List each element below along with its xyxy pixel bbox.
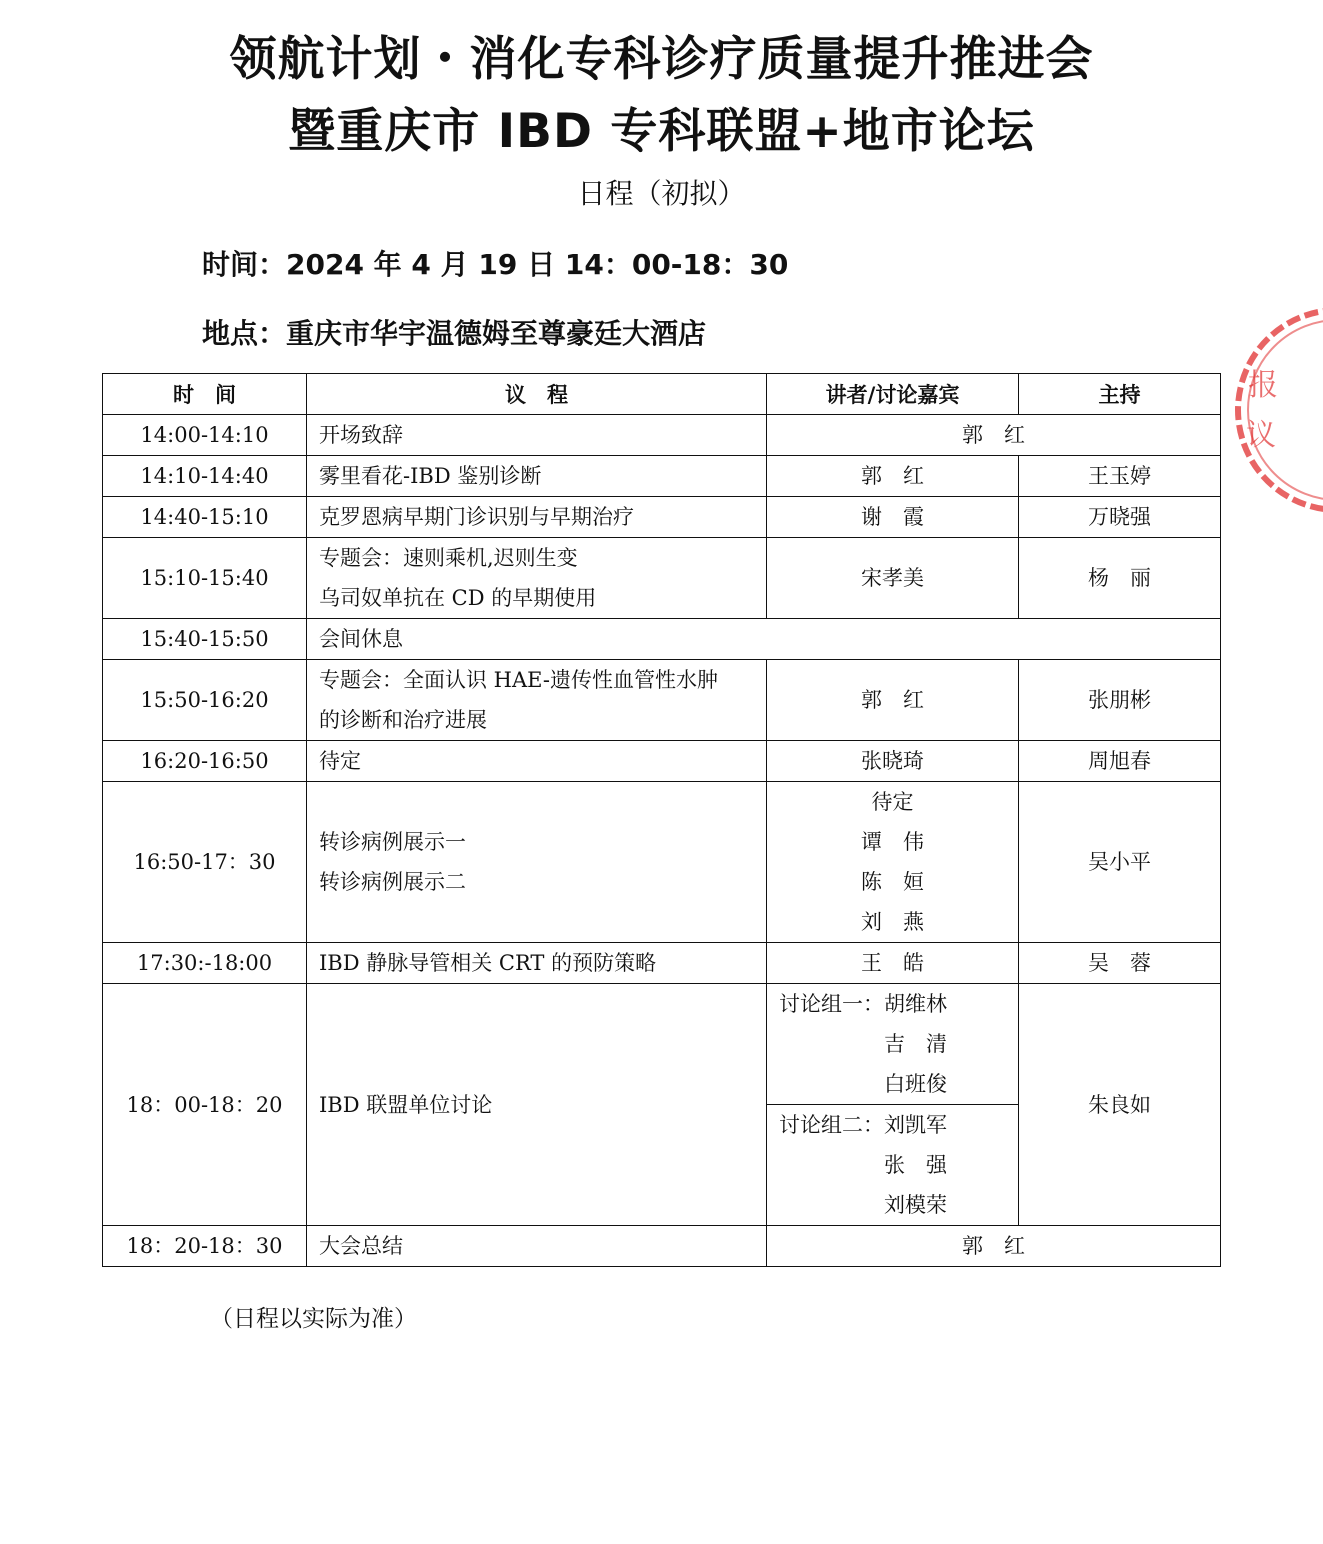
agenda-line: 专题会：全面认识 HAE-遗传性血管性水肿 [319, 668, 718, 692]
table-row [103, 415, 1221, 456]
svg-text:议: 议 [1246, 418, 1276, 453]
row-agenda [307, 497, 767, 538]
agenda-line: 会间休息 [319, 627, 403, 651]
table-row [103, 943, 1221, 984]
header-agenda: 议 程 [307, 374, 767, 415]
group-member: 讨论组二：刘凯军 [779, 1113, 947, 1137]
header-speaker: 讲者/讨论嘉宾 [767, 374, 1019, 415]
speaker-name: 郭 红 [861, 688, 924, 712]
agenda-line: IBD 联盟单位讨论 [319, 1092, 493, 1117]
official-seal-stamp [1228, 300, 1323, 520]
schedule-table [102, 373, 1221, 1267]
row-agenda [307, 782, 767, 943]
row-host: 杨 丽 [1019, 538, 1221, 619]
row-host: 万晓强 [1019, 497, 1221, 538]
speaker-name: 谢 霞 [861, 505, 924, 529]
row-speaker [767, 538, 1019, 619]
row-time: 15:10-15:40 [103, 538, 307, 619]
row-time: 18：20-18：30 [103, 1226, 307, 1267]
group-member: 张 强 [779, 1153, 947, 1177]
row-time: 18：00-18：20 [103, 984, 307, 1226]
agenda-line: IBD 静脉导管相关 CRT 的预防策略 [319, 951, 657, 975]
row-speaker [767, 943, 1019, 984]
agenda-line: 转诊病例展示一 [319, 830, 466, 854]
table-row [103, 1226, 1221, 1267]
row-host: 王玉婷 [1019, 456, 1221, 497]
row-agenda [307, 538, 767, 619]
table-row [103, 782, 1221, 943]
row-time: 15:40-15:50 [103, 619, 307, 660]
discussion-group-1 [767, 984, 1019, 1105]
row-host: 周旭春 [1019, 741, 1221, 782]
agenda-line: 开场致辞 [319, 423, 403, 447]
row-agenda [307, 741, 767, 782]
row-agenda [307, 619, 1221, 660]
agenda-line: 的诊断和治疗进展 [319, 708, 487, 732]
document-subtitle-line: 暨重庆市 IBD 专科联盟+地市论坛 [288, 104, 1035, 159]
agenda-line: 转诊病例展示二 [319, 870, 466, 894]
schedule-subtitle: 日程（初拟） [577, 177, 746, 210]
speaker-name: 王 皓 [861, 951, 924, 975]
row-speaker [767, 782, 1019, 943]
table-header-row [103, 374, 1221, 415]
footnote: （日程以实际为准） [210, 1306, 417, 1332]
row-time: 15:50-16:20 [103, 660, 307, 741]
row-host: 吴 蓉 [1019, 943, 1221, 984]
table-row [103, 497, 1221, 538]
table-row [103, 619, 1221, 660]
agenda-line: 雾里看花-IBD 鉴别诊断 [319, 464, 542, 488]
header-host: 主持 [1019, 374, 1221, 415]
row-time: 16:20-16:50 [103, 741, 307, 782]
group-member: 白班俊 [779, 1072, 947, 1096]
agenda-line: 待定 [319, 749, 361, 773]
speaker-name: 待定 [871, 790, 914, 814]
row-agenda [307, 415, 767, 456]
row-speaker-host: 郭 红 [767, 415, 1221, 456]
row-speaker-host: 郭 红 [767, 1226, 1221, 1267]
svg-text:报: 报 [1248, 368, 1278, 403]
row-time: 17:30:-18:00 [103, 943, 307, 984]
agenda-line: 大会总结 [319, 1234, 403, 1258]
group-member: 吉 清 [779, 1032, 947, 1056]
event-time: 时间：2024 年 4 月 19 日 14：00-18：30 [202, 248, 789, 281]
row-speaker [767, 497, 1019, 538]
row-agenda [307, 660, 767, 741]
document-title: 领航计划・消化专科诊疗质量提升推进会 [229, 32, 1094, 87]
group-member: 讨论组一：胡维林 [779, 992, 947, 1016]
row-host: 张朋彬 [1019, 660, 1221, 741]
speaker-name: 张晓琦 [861, 749, 924, 773]
schedule-body [103, 415, 1221, 1267]
table-row [103, 456, 1221, 497]
discussion-group-2 [767, 1105, 1019, 1226]
header-time: 时 间 [103, 374, 307, 415]
table-row [103, 741, 1221, 782]
row-time: 14:40-15:10 [103, 497, 307, 538]
speaker-name: 陈 姮 [861, 870, 924, 894]
row-agenda [307, 984, 767, 1226]
group-member: 刘模荣 [779, 1193, 947, 1217]
row-time: 14:00-14:10 [103, 415, 307, 456]
speaker-name: 谭 伟 [861, 830, 924, 854]
agenda-line: 克罗恩病早期门诊识别与早期治疗 [319, 505, 634, 529]
speaker-name: 郭 红 [861, 464, 924, 488]
row-agenda [307, 1226, 767, 1267]
speaker-name: 刘 燕 [861, 910, 924, 934]
agenda-line: 专题会：速则乘机,迟则生变 [319, 546, 578, 570]
row-speaker [767, 741, 1019, 782]
event-location: 地点：重庆市华宇温德姆至尊豪廷大酒店 [202, 317, 707, 350]
row-host: 吴小平 [1019, 782, 1221, 943]
row-speaker [767, 456, 1019, 497]
speaker-name: 宋孝美 [861, 566, 924, 590]
agenda-line: 乌司奴单抗在 CD 的早期使用 [319, 586, 597, 610]
row-time: 16:50-17：30 [103, 782, 307, 943]
row-agenda [307, 943, 767, 984]
table-row [103, 538, 1221, 619]
table-row [103, 984, 1221, 1105]
row-host: 朱良如 [1019, 984, 1221, 1226]
table-row [103, 660, 1221, 741]
row-agenda [307, 456, 767, 497]
row-speaker [767, 660, 1019, 741]
row-time: 14:10-14:40 [103, 456, 307, 497]
